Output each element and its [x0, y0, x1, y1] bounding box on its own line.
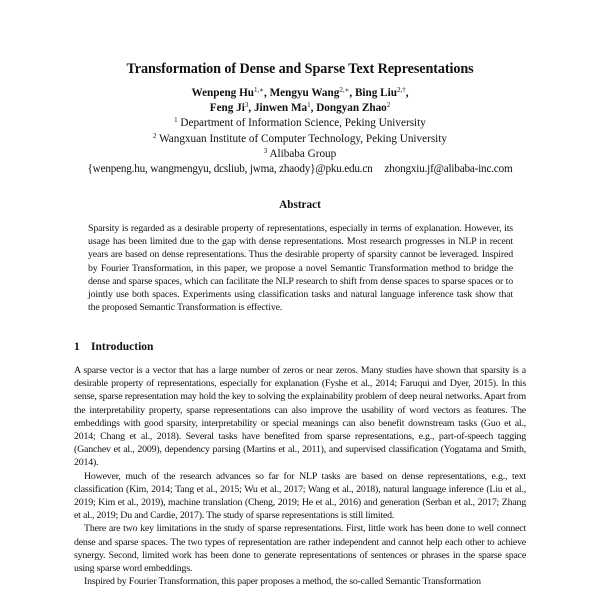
email-line	[0, 162, 600, 177]
section-body	[74, 364, 526, 588]
section-heading	[74, 341, 153, 353]
body-paragraph: However, much of the research advances so far for NLP tasks are based on dense representations, e.g., text classification (Kim, 2014; Tang et al., 2015; Wu et al., 2017; Wang et al., 2018), natural language inference (Liu et al., 2019; Kim et al., 2019), machine translation (Cheng, 2019; He et al., 2016) and generation (Serban et al., 2017; Zhang et al., 2019; Du and Cardie, 2017). The study of sparse representations is still limited.	[74, 470, 526, 522]
affiliation-text: Wangxuan Institute of Computer Technology, Peking University	[159, 132, 447, 145]
body-paragraph: Inspired by Fourier Transformation, this paper proposes a method, the so-called Semantic Transformation	[84, 576, 481, 588]
author-name: Wenpeng Hu	[191, 87, 254, 99]
author-name: Feng Ji	[209, 102, 245, 115]
section-title: Introduction	[91, 341, 154, 353]
abstract-heading: Abstract	[279, 199, 321, 211]
author-sup: 2,†	[396, 86, 406, 94]
affiliation-sup: 3	[263, 146, 268, 155]
author-sup: 3	[244, 101, 249, 110]
section-number: 1	[74, 341, 80, 353]
author-line-1: Wenpeng $Hu^{1,∗}$, Mengyu Wang$^{2,∗}$, Bing Liu$^{2,\dagger}$,	[191, 86, 409, 99]
author-name: Jinwen Ma	[253, 102, 308, 115]
affiliation-sup: 2	[152, 131, 157, 140]
author-name: Dongyan Zhao	[316, 102, 387, 115]
email-alibaba[interactable]: zhongxiu.jf@alibaba-inc.com	[384, 163, 513, 176]
email-pku[interactable]: {wenpeng.hu, wangmengyu, dcsliub, jwma, zhaody}@pku.edu.cn	[87, 163, 373, 176]
affiliation	[0, 116, 600, 131]
affiliation-sup: 1	[174, 116, 178, 125]
author-sup: 1	[307, 101, 311, 110]
author-line-2: Feng Ji$^3$, Jinwen Ma$^1$, Dongyan Zhao$^2$	[209, 101, 391, 115]
author-block	[0, 86, 600, 177]
body-paragraph: There are two key limitations in the study of sparse representations. First, little work has been done to well connect dense and sparse spaces. The two types of representation are rather independent and cannot help each other to achieve synergy. Second, limited work has been done to generate representations of sentences or phrases in the sparse space using sparse word embeddings.	[74, 523, 526, 575]
author-sup: 1,∗	[254, 86, 265, 94]
author-sup: 2	[386, 101, 391, 110]
affiliation	[0, 147, 600, 162]
affiliation-text: Alibaba Group	[269, 147, 337, 160]
body-paragraph: A sparse vector is a vector that has a large number of zeros or near zeros. Many studies have shown that sparsity is a desirable property of representations, especially for explanation (Fyshe et al., 2014; Faruqui and Dyer, 2015). In this sense, sparse representation may hold the key to solving the explainability problem of deep neural networks. Apart from the interpretability property, sparse representations can also improve the usability of word vectors as features. The embeddings with good sparsity, interpretability or special meanings can also benefit downstream tasks (Guo et al., 2014; Chang et al., 2018). Several tasks have benefited from sparse representations, e.g., part-of-speech tagging (Ganchev et al., 2009), dependency parsing (Martins et al., 2011), and supervised classification (Yogatama and Smith, 2014).	[74, 365, 526, 469]
abstract-text: Sparsity is regarded as a desirable property of representations, especially in terms of explanation. However, its usage has been limited due to the gap with dense representations. Most research progresses in NLP in recent years are based on dense representations. Thus the desirable property of sparsity cannot be leveraged. Inspired by Fourier Transformation, in this paper, we propose a novel Semantic Transformation method to bridge the dense and sparse spaces, which can facilitate the NLP research to shift from dense spaces to sparse spaces or to jointly use both spaces. Experiments using classification tasks and natural language inference task show that the proposed Semantic Transformation is effective.	[88, 223, 513, 314]
paper-title: Transformation of Dense and Sparse Text Representations	[126, 61, 474, 77]
author-name: Mengyu Wang	[269, 87, 340, 99]
author-sup: 2,∗	[339, 86, 350, 94]
affiliation	[0, 132, 600, 147]
author-name: Bing Liu	[354, 87, 397, 99]
affiliation-text: Department of Information Science, Peking University	[180, 117, 426, 130]
